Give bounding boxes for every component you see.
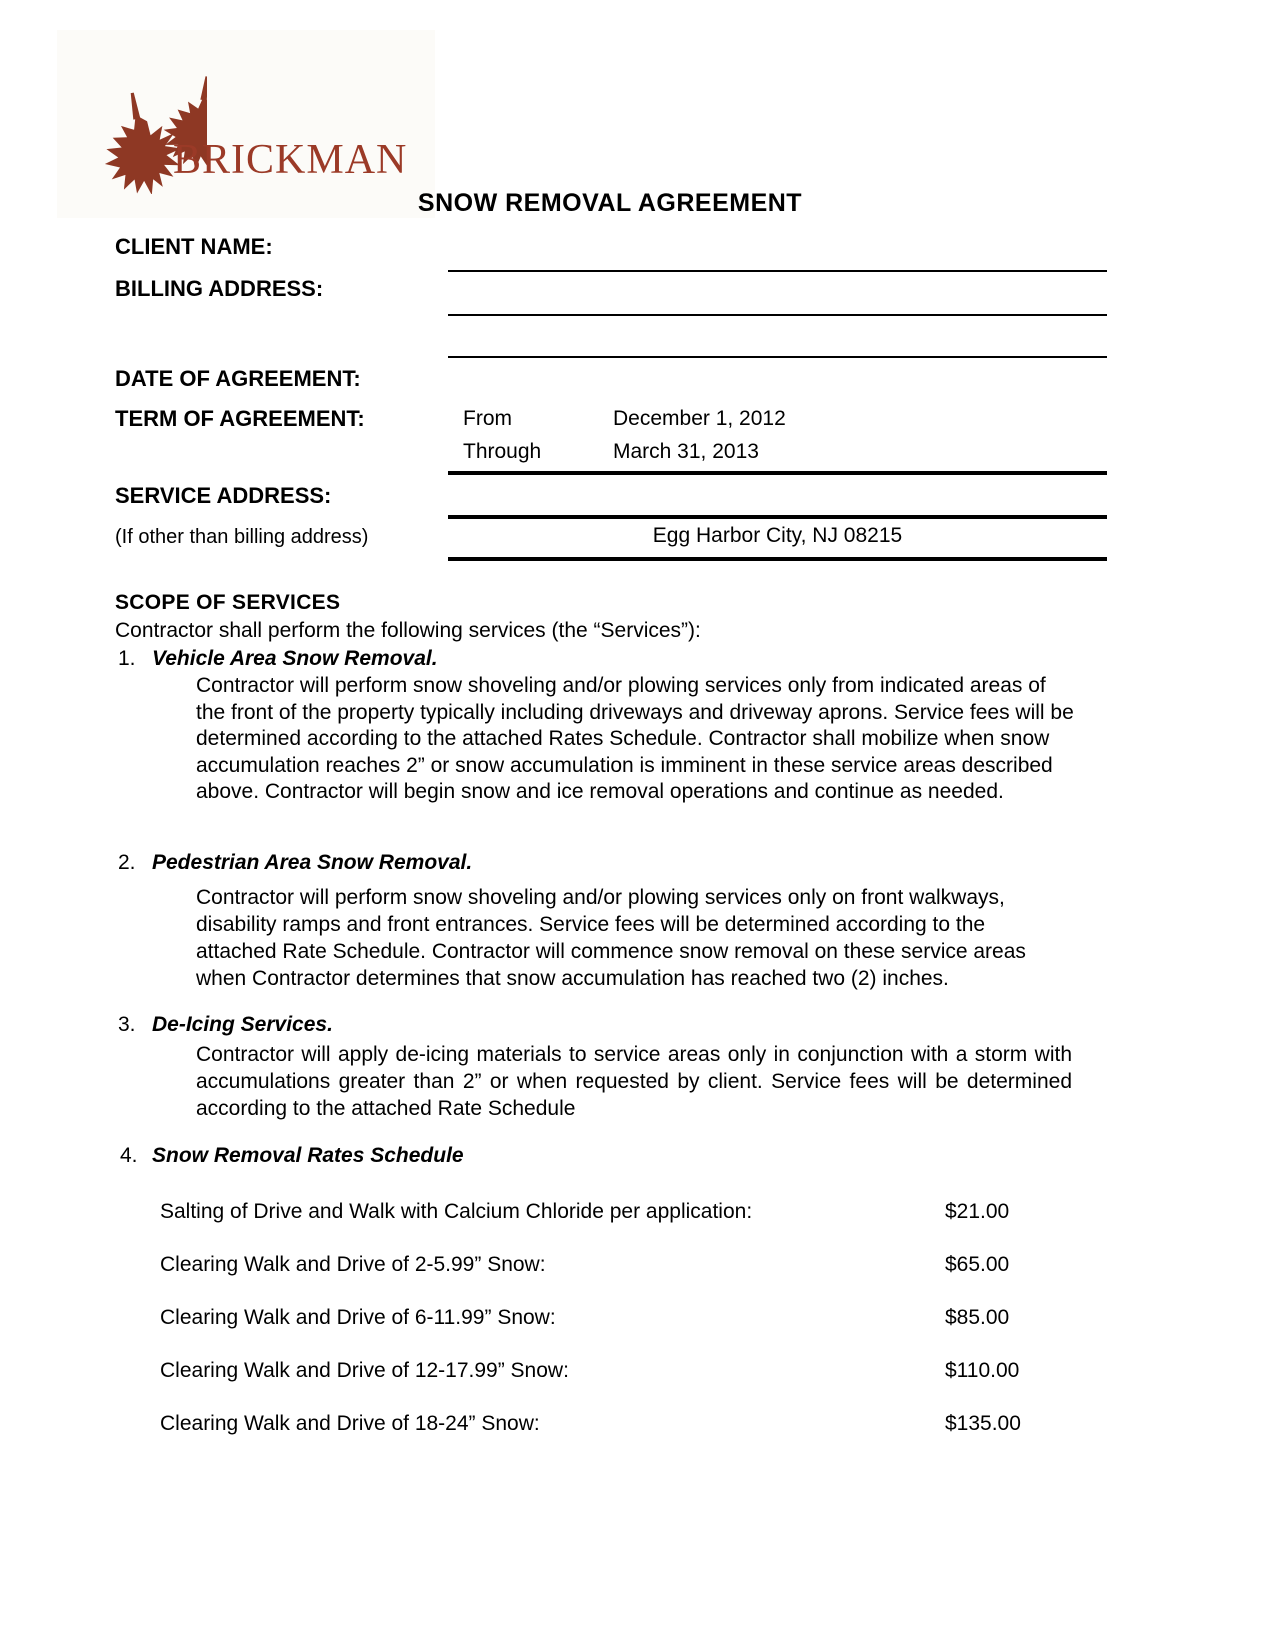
scope-heading: SCOPE OF SERVICES: [115, 591, 341, 614]
rate-label: Clearing Walk and Drive of 2-5.99” Snow:: [160, 1253, 546, 1276]
rate-price: $65.00: [945, 1253, 1010, 1276]
rate-price: $135.00: [945, 1412, 1021, 1435]
billing-address-blank-line-1: [448, 314, 1107, 316]
term-through-label: Through: [463, 440, 542, 463]
term-from-label: From: [463, 407, 512, 430]
brand-name: BRICKMAN: [173, 137, 408, 183]
service-address-value: Egg Harbor City, NJ 08215: [652, 524, 903, 547]
scope-item-1-title: Vehicle Area Snow Removal.: [152, 647, 438, 670]
date-of-agreement-label: DATE OF AGREEMENT:: [115, 366, 361, 391]
page-title: SNOW REMOVAL AGREEMENT: [417, 189, 803, 217]
service-address-bottom-line: [448, 557, 1107, 561]
rate-label: Clearing Walk and Drive of 18-24” Snow:: [160, 1412, 540, 1435]
scope-item-1-number: 1.: [118, 647, 136, 670]
rate-label: Clearing Walk and Drive of 12-17.99” Snow:: [160, 1359, 569, 1382]
billing-address-label: BILLING ADDRESS:: [115, 276, 324, 301]
term-through-value: March 31, 2013: [613, 440, 759, 463]
scope-intro: Contractor shall perform the following services (the “Services”):: [115, 619, 701, 642]
service-address-top-line: [448, 515, 1107, 519]
scope-item-2-title: Pedestrian Area Snow Removal.: [152, 851, 473, 874]
scope-item-3-title: De-Icing Services.: [152, 1013, 333, 1036]
rate-label: Salting of Drive and Walk with Calcium Chloride per application:: [160, 1200, 753, 1223]
rate-label: Clearing Walk and Drive of 6-11.99” Snow:: [160, 1306, 556, 1329]
rate-price: $21.00: [945, 1200, 1010, 1223]
client-name-label: CLIENT NAME:: [115, 234, 273, 259]
scope-item-4-title: Snow Removal Rates Schedule: [152, 1144, 464, 1167]
rate-price: $85.00: [945, 1306, 1010, 1329]
scope-item-3-body: Contractor will apply de-icing materials to service areas only in conjunction with a storm with accumulations greater than 2” or when requested by client. Service fees will be determined according to the attached Rate Schedule: [196, 1043, 1072, 1120]
rate-price: $110.00: [945, 1359, 1020, 1382]
term-from-value: December 1, 2012: [613, 407, 786, 430]
service-address-note: (If other than billing address): [115, 526, 369, 548]
service-address-label: SERVICE ADDRESS:: [115, 483, 332, 508]
term-of-agreement-label: TERM OF AGREEMENT:: [115, 406, 365, 431]
scope-item-3-number: 3.: [118, 1013, 136, 1036]
scope-item-2-body: Contractor will perform snow shoveling and/or plowing services only on front walkways, disability ramps and front entrances. Service fees will be determined according to the attached Rate Schedule. Contractor will commence snow removal on these service areas when Contractor determines that snow accumulation has reached two (2) inches.: [196, 886, 1026, 990]
client-name-blank-line: [448, 270, 1107, 272]
scope-item-4-number: 4.: [120, 1144, 138, 1167]
term-underline: [448, 471, 1107, 475]
scope-item-2-number: 2.: [118, 851, 136, 874]
scope-item-1-body: Contractor will perform snow shoveling and/or plowing services only from indicated areas of the front of the property typically including driveways and driveway aprons. Service fees will be determined according to the attached Rates Schedule. Contractor shall mobilize when snow accumulation reaches 2” or snow accumulation is imminent in these service areas described above. Contractor will begin snow and ice removal operations and continue as needed.: [196, 674, 1074, 803]
billing-address-blank-line-2: [448, 356, 1107, 358]
